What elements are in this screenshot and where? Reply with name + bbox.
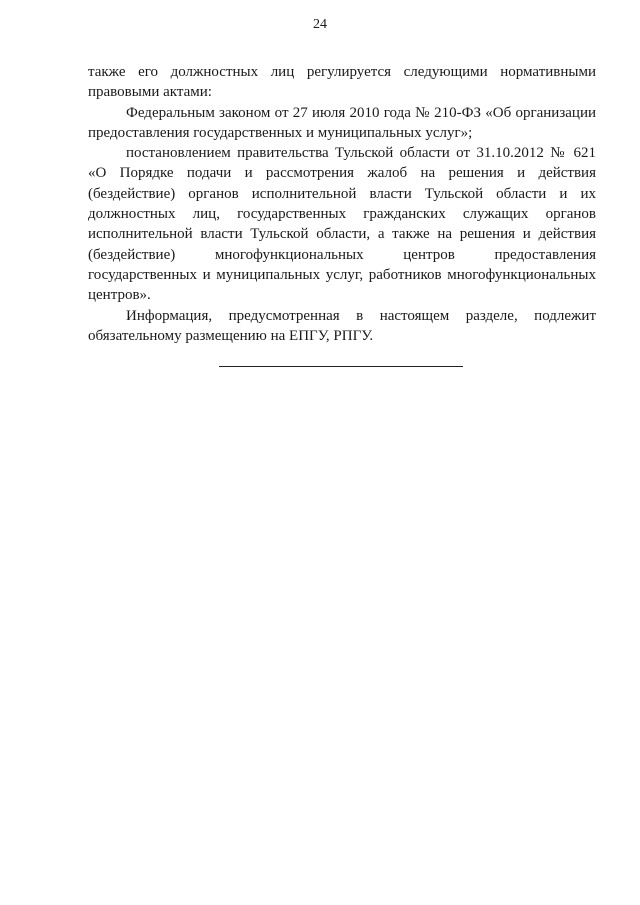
document-body: [88, 62, 596, 346]
closing-divider-line: [219, 366, 463, 367]
paragraph-government-resolution: постановлением правительства Тульской области от 31.10.2012 № 621 «О Порядке подачи и рассмотрения жалоб на решения и действия (бездействие) органов исполнительной власти Тульской области и их должностных лиц, государственных гражданских служащих органов исполнительной власти Тульской области, а также на решения и действия (бездействие) многофункциональных центров предоставления государственных и муниципальных услуг, работников многофункциональных центров».: [88, 145, 596, 304]
paragraph-information-publication: Информация, предусмотренная в настоящем разделе, подлежит обязательному размещению на ЕПГУ, РПГУ.: [88, 307, 596, 344]
paragraph-continuation: также его должностных лиц регулируется следующими нормативными правовыми актами:: [88, 64, 596, 101]
paragraph-federal-law: Федеральным законом от 27 июля 2010 года № 210-ФЗ «Об организации предоставления государственных и муниципальных услуг»;: [88, 104, 596, 141]
page-number: 24: [313, 17, 327, 32]
